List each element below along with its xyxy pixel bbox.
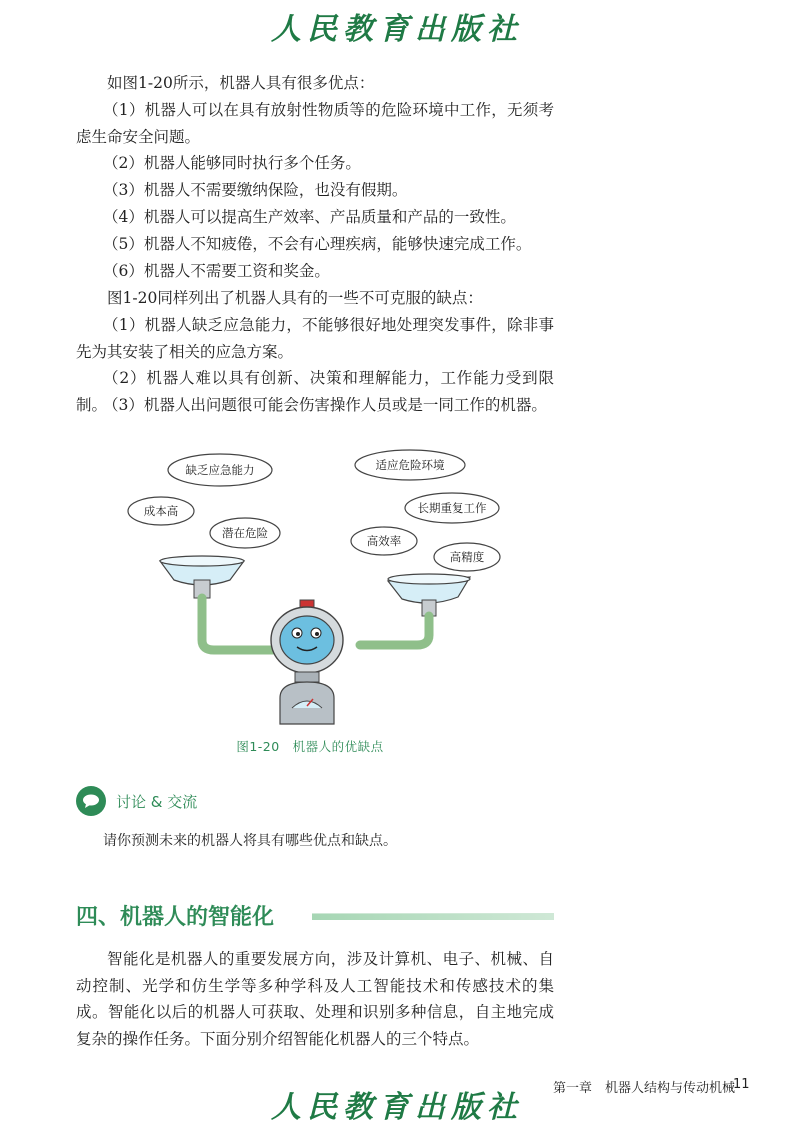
right-scale-pan: [388, 574, 470, 616]
discussion-prompt: 请你预测未来的机器人将具有哪些优点和缺点。: [103, 833, 397, 849]
right-arm: [360, 616, 429, 645]
chapter-label: 第一章 机器人结构与传动机械: [553, 1081, 736, 1096]
bubble-high-cost: [128, 497, 194, 525]
intro-advantages: 如图1-20所示，机器人具有很多优点：: [107, 74, 375, 92]
section-paragraph: 智能化是机器人的重要发展方向，涉及计算机、电子、机械、自动控制、光学和仿生学等多种学科及人工智能技术和传感技术的集成。智能化以后的机器人可获取、处理和识别多种信息，自主地完成复杂的操作任务。下面分别介绍智能化机器人的三个特点。: [76, 950, 554, 1048]
intro-disadvantages: 图1-20同样列出了机器人具有的一些不可克服的缺点：: [107, 289, 483, 307]
section-title: 四、机器人的智能化: [76, 905, 275, 930]
bubble-potential-danger: [210, 518, 280, 548]
robot-body: [280, 672, 334, 724]
figure-caption: 图1-20 机器人的优缺点: [236, 739, 384, 754]
speech-bubble-icon: [76, 786, 106, 816]
advantage-item: （2）机器人能够同时执行多个任务。: [103, 154, 361, 172]
section-title-rule: [312, 913, 554, 920]
disadvantage-item: （2）机器人难以具有创新、决策和理解能力，工作能力受到限制。: [76, 369, 554, 414]
bubble-label: 高精度: [449, 550, 485, 564]
bubble-high-precision: [434, 543, 500, 571]
bubble-long-repetitive: [405, 493, 499, 523]
robot-head: [271, 600, 343, 673]
bubble-label: 成本高: [143, 504, 179, 518]
advantage-item: （3）机器人不需要缴纳保险，也没有假期。: [103, 181, 408, 199]
disadvantage-item: （3）机器人出问题很可能会伤害操作人员或是一同工作的机器。: [103, 396, 547, 414]
left-scale-pan: [160, 556, 244, 598]
publisher-watermark-bottom: 人民教育出版社: [271, 1090, 523, 1125]
bubble-label: 适应危险环境: [375, 458, 445, 472]
bubble-label: 长期重复工作: [417, 501, 487, 515]
advantage-item: （6）机器人不需要工资和奖金。: [103, 262, 330, 280]
left-arm: [202, 598, 280, 650]
bubble-adapt-danger: [355, 450, 465, 480]
discussion-title: 讨论 & 交流: [116, 792, 198, 811]
bubble-label: 高效率: [366, 534, 402, 548]
robot-balance-figure: [120, 440, 540, 730]
bubble-label: 潜在危险: [222, 526, 268, 540]
bubble-label: 缺乏应急能力: [185, 463, 255, 477]
page-number: 11: [733, 1077, 750, 1092]
advantage-item: （1）机器人可以在具有放射性物质等的危险环境中工作，无须考虑生命安全问题。: [76, 101, 554, 146]
bubble-lack-emergency: [168, 454, 272, 486]
publisher-watermark-top: 人民教育出版社: [271, 12, 523, 47]
advantage-item: （4）机器人可以提高生产效率、产品质量和产品的一致性。: [103, 208, 516, 226]
advantage-item: （5）机器人不知疲倦，不会有心理疾病，能够快速完成工作。: [103, 235, 532, 253]
discussion-header: [76, 786, 197, 816]
bubble-high-efficiency: [351, 527, 417, 555]
disadvantage-item: （1）机器人缺乏应急能力，不能够很好地处理突发事件，除非事先为其安装了相关的应急方案。: [76, 316, 554, 361]
